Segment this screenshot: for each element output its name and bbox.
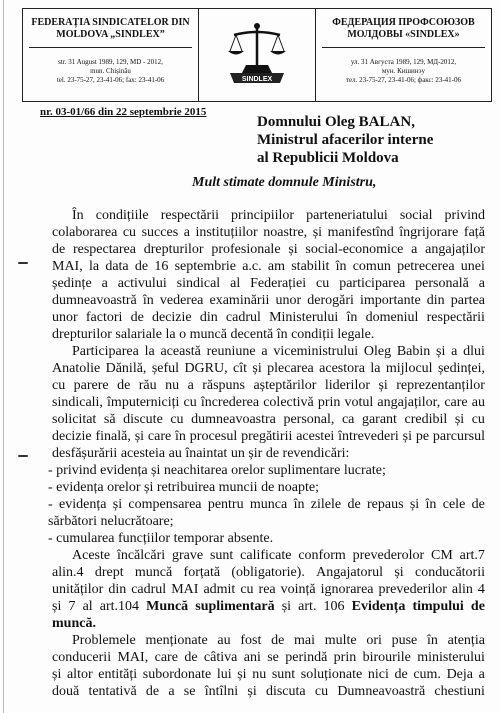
body-line: Anatolie Dănilă, șeful DGRU, cît și plecarea acestora la mijlocul ședinței,: [52, 361, 485, 376]
body-line: decizie finală, și care în procesul pregătirii acestei întrevederi și pe parcursul: [52, 429, 485, 444]
body-line: colaborarea cu succes a instituțiilor noastre, și manifestînd îngrijorare față: [52, 225, 485, 240]
body-line: MAI, la data de 16 septembrie a.c. am stabilit în comun petrecerea unei: [52, 259, 485, 274]
logo-text: SINDLEX: [241, 76, 273, 83]
org-name-ru-line: МОЛДОВЫ «SINDLEX»: [347, 29, 460, 40]
body-line: de respectarea drepturilor profesionale și social-economice a angajaților: [52, 242, 485, 257]
org-address-ru: [316, 48, 491, 85]
address-line: тел. 23-75-27, 23-41-06; факс: 23-41-06: [345, 76, 461, 84]
body-line: și 7 al art.104 Muncă suplimentară și art. 106 Evidența timpului de: [52, 599, 485, 614]
letterhead-right: [315, 9, 492, 101]
body-line: - evidența orelor și retribuirea muncii de noapte;: [48, 480, 319, 495]
body-line: cu parere de rău nu a răspuns așteptărilor liderilor și reprezentanților: [52, 378, 485, 393]
body-line: În condițiile respectării principiilor parteneriatului social privind: [72, 208, 485, 223]
address-line: str. 31 August 1989, 129, MD - 2012,: [58, 58, 163, 66]
body-line: drepturilor salariale la o muncă decentă în condiții legale.: [52, 327, 375, 342]
body-line: conducerii MAI, care de câtiva ani se perindă prin birourile ministerului: [52, 650, 485, 665]
addressee-line: al Republicii Moldova: [257, 150, 399, 166]
scales-of-justice-logo-icon: [226, 21, 288, 85]
org-name-ro-line: FEDERAȚIA SINDICATELOR DIN: [31, 17, 190, 28]
body-line: Problemele menționate au fost de mai multe ori puse în atenția: [72, 633, 485, 648]
body-line: sărbători nelucrătoare;: [48, 514, 174, 529]
letterhead-left: [22, 9, 199, 101]
body-line: - cumularea funcțiilor temporar absente.: [48, 531, 274, 546]
org-name-ru-line: ФЕДЕРАЦИЯ ПРОФСОЮЗОВ: [332, 17, 475, 28]
org-name-ro-line: MOLDOVA „SINDLEX”: [56, 29, 165, 40]
body-line: unor factori de decizie din cadrul Ministerului în domeniul respectării: [52, 310, 485, 325]
address-line: мун. Кишинэу: [382, 67, 425, 75]
body-line: alin.4 drept muncă forțată (obligatorie). Angajatorul și conducătorii: [52, 565, 485, 580]
body-line: - evidența și compensarea pentru munca în zilele de repaus și în cele de: [48, 497, 485, 512]
body-line: unităților din cadrul MAI admit cu rea voință ignorarea prevederilor alin 4: [52, 582, 485, 597]
reference-number: nr. 03-01/66 din 22 septembrie 2015: [40, 106, 207, 118]
scan-edge-line: [3, 0, 4, 713]
body-line: Participarea la această reuniune a viceministrului Oleg Babin și a dlui: [72, 344, 485, 359]
body-line: sindicali, împuterniciți cu încrederea colectivă prin votul angajaților, care au: [52, 395, 485, 410]
body-line: Aceste încălcări grave sunt calificate conform prevederolor CM art.7: [72, 548, 485, 563]
salutation: Mult stimate domnule Ministru,: [192, 175, 377, 190]
org-name-ro: [23, 9, 198, 41]
margin-mark: [18, 262, 28, 264]
body-line: două tentativă de a se întîlni și discuta cu Dumneavoastră chestiuni: [52, 684, 485, 699]
address-line: ул. 31 Августа 1989, 129, МД-2012,: [350, 58, 457, 66]
letterhead: [22, 8, 492, 102]
org-address-ro: [23, 48, 198, 85]
margin-mark: [18, 455, 28, 457]
body-line: ședințe a activului sindical al Federației cu participarea personală a: [52, 276, 485, 291]
body-line: și altor entități subordonate lui și nu sunt soluționate nici de cum. Deja a: [52, 667, 485, 682]
org-name-ru: [316, 9, 491, 41]
addressee-line: Domnului Oleg BALAN,: [257, 114, 415, 130]
address-line: mun. Chișinău: [90, 67, 131, 75]
body-line: dumneavoastră în vederea examinării unor derogări importante din partea: [52, 293, 485, 308]
body-line: solicitat să discute cu dumneavoastra personal, ca garant credibil și cu: [52, 412, 485, 427]
body-line: - privind evidența și neachitarea orelor suplimentare lucrate;: [48, 463, 386, 478]
address-line: tel. 23-75-27, 23-41-06; fax: 23-41-06: [56, 76, 165, 84]
addressee-block: [257, 113, 433, 167]
addressee-line: Ministrul afacerilor interne: [257, 132, 434, 148]
body-line: desfășurării acesteia au înaintat un șir de revendicări:: [52, 446, 350, 461]
body-line: muncă.: [52, 616, 96, 631]
